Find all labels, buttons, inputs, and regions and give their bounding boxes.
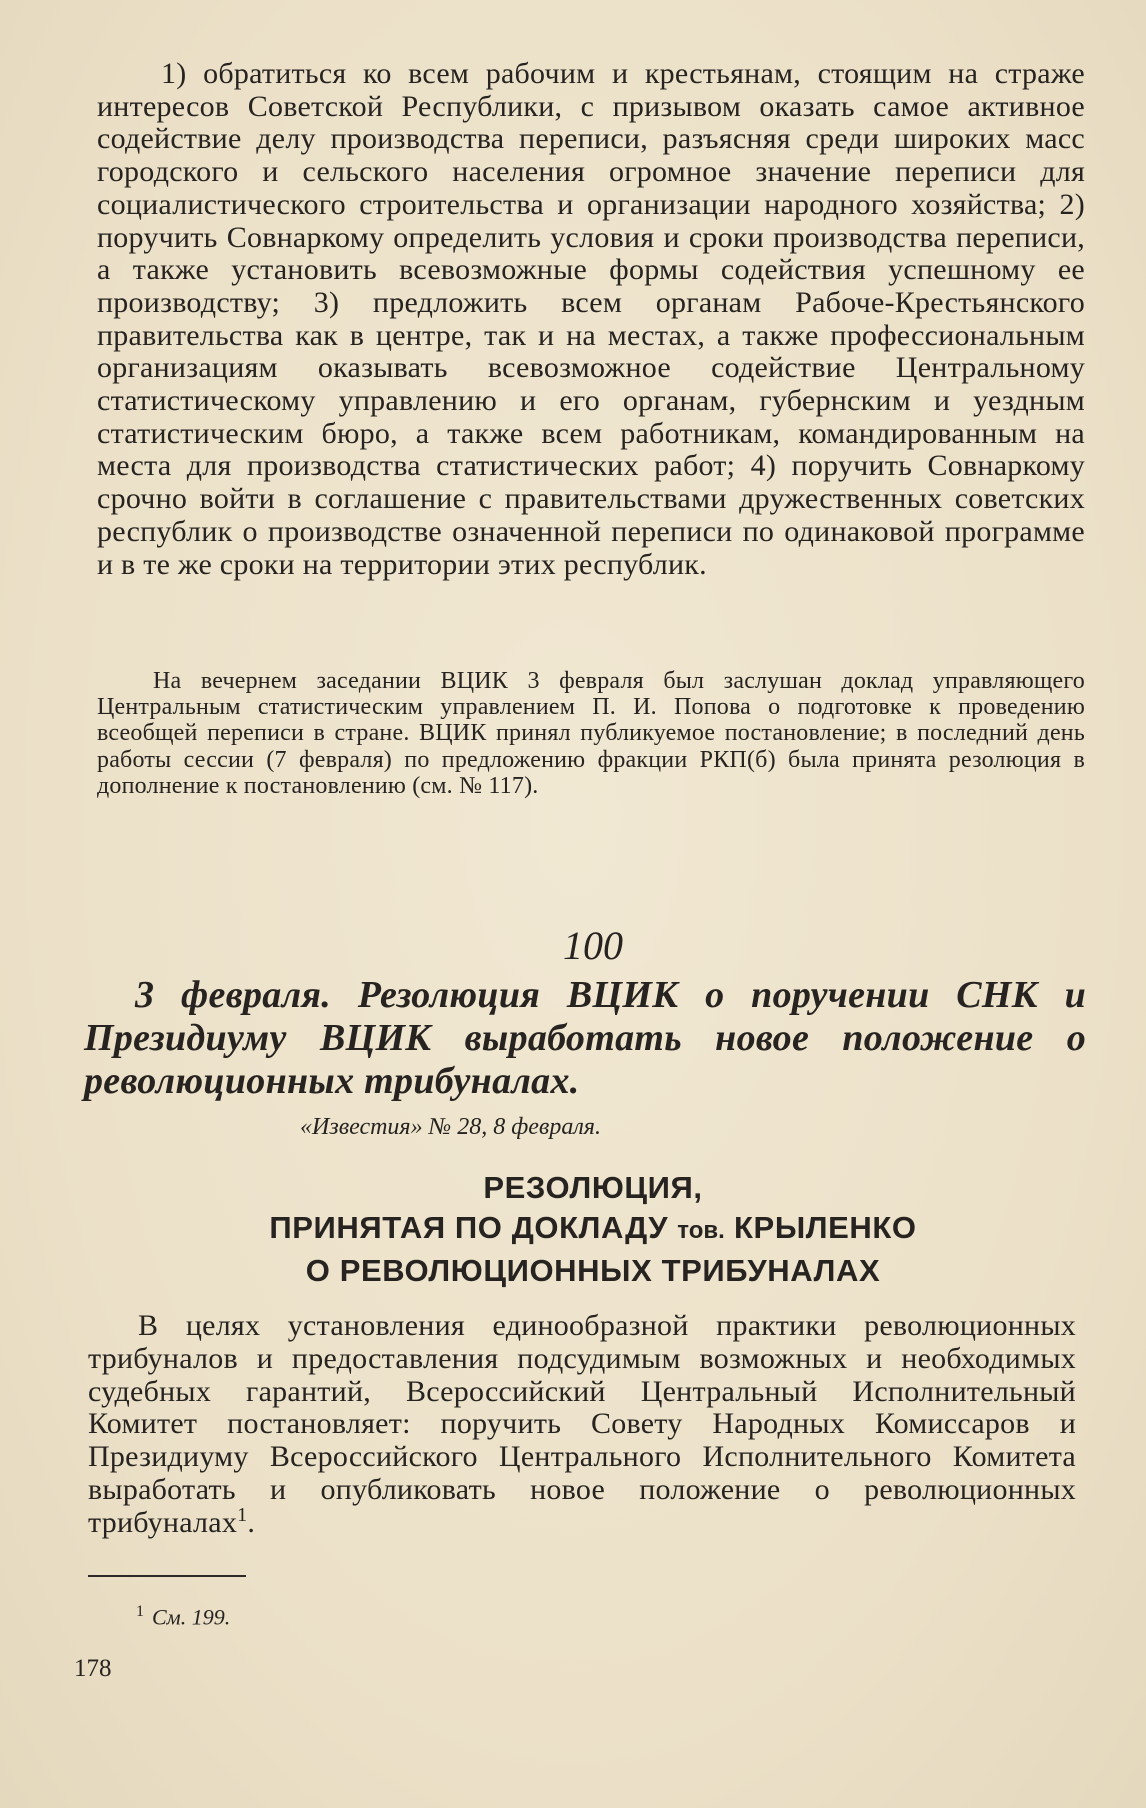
main-paragraph: 1) обратиться ко всем рабочим и крестьянам, стоящим на страже интересов Советской Республики, с призывом оказать самое активное содействие делу производства переписи, разъясняя среди широких масс городского и сельского населения огромное значение переписи для социалистического строительства и организации народного хозяйства; 2) поручить Совнаркому определить условия и сроки производства переписи, а также установить всевозможные формы содействия успешному ее производству; 3) предложить всем органам Рабоче-Крестьянского правительства как в центре, так и на местах, а также профессиональным организациям оказывать всевозможное содействие Центральному статистическому управлению и его органам, губернским и уездным статистическим бюро, а также всем работникам, командированным на места для производства статистических работ; 4) поручить Совнаркому срочно войти в соглашение с правительствами дружественных советских республик о производстве означенной переписи по одинаковой программе и в те же сроки на территории этих республик. (97, 57, 1085, 581)
page-number: 178 (74, 1655, 112, 1682)
editorial-note: На вечернем заседании ВЦИК 3 февраля был заслушан доклад управляющего Центральным статистическим управлением П. И. Попова о подготовке к проведению всеобщей переписи в стране. ВЦИК принял публикуемое постановление; в последний день работы сессии (7 февраля) по предложению фракции РКП(б) была принята резолюция в дополнение к постановлению (см. № 117). (97, 668, 1085, 799)
footnote (136, 1603, 230, 1630)
resolution-title-line-2b: КРЫЛЕНКО (724, 1210, 917, 1245)
resolution-title-line-2a: ПРИНЯТАЯ ПО ДОКЛАДУ (269, 1210, 678, 1245)
document-number: 100 (563, 923, 623, 968)
resolution-title-line-1: РЕЗОЛЮЦИЯ, (483, 1170, 703, 1205)
footnote-number: 1 (136, 1603, 144, 1620)
resolution-body (88, 1310, 1076, 1540)
resolution-title (60, 1168, 1126, 1291)
resolution-body-text: В целях установления единообразной практики революционных трибуналов и предоставления подсудимым возможных и необходимых судебных гарантий, Всероссийский Центральный Исполнительный Комитет постановляет: поручить Совету Народных Комиссаров и Президиуму Всероссийского Центрального Исполнительного Комитета выработать и опубликовать новое положение о революционных трибуналах (88, 1309, 1076, 1539)
resolution-title-line-3: О РЕВОЛЮЦИОННЫХ ТРИБУНАЛАХ (305, 1253, 881, 1288)
footnote-divider (88, 1575, 246, 1577)
footnote-text: См. 199. (152, 1604, 231, 1630)
resolution-title-comrade: тов. (677, 1217, 725, 1244)
document-source: «Известия» № 28, 8 февраля. (300, 1114, 601, 1140)
resolution-body-end: . (247, 1505, 256, 1539)
footnote-marker: 1 (237, 1503, 248, 1526)
document-heading: 3 февраля. Резолюция ВЦИК о поручении СНК и Президиуму ВЦИК выработать новое положение о революционных трибуналах. (84, 974, 1086, 1102)
